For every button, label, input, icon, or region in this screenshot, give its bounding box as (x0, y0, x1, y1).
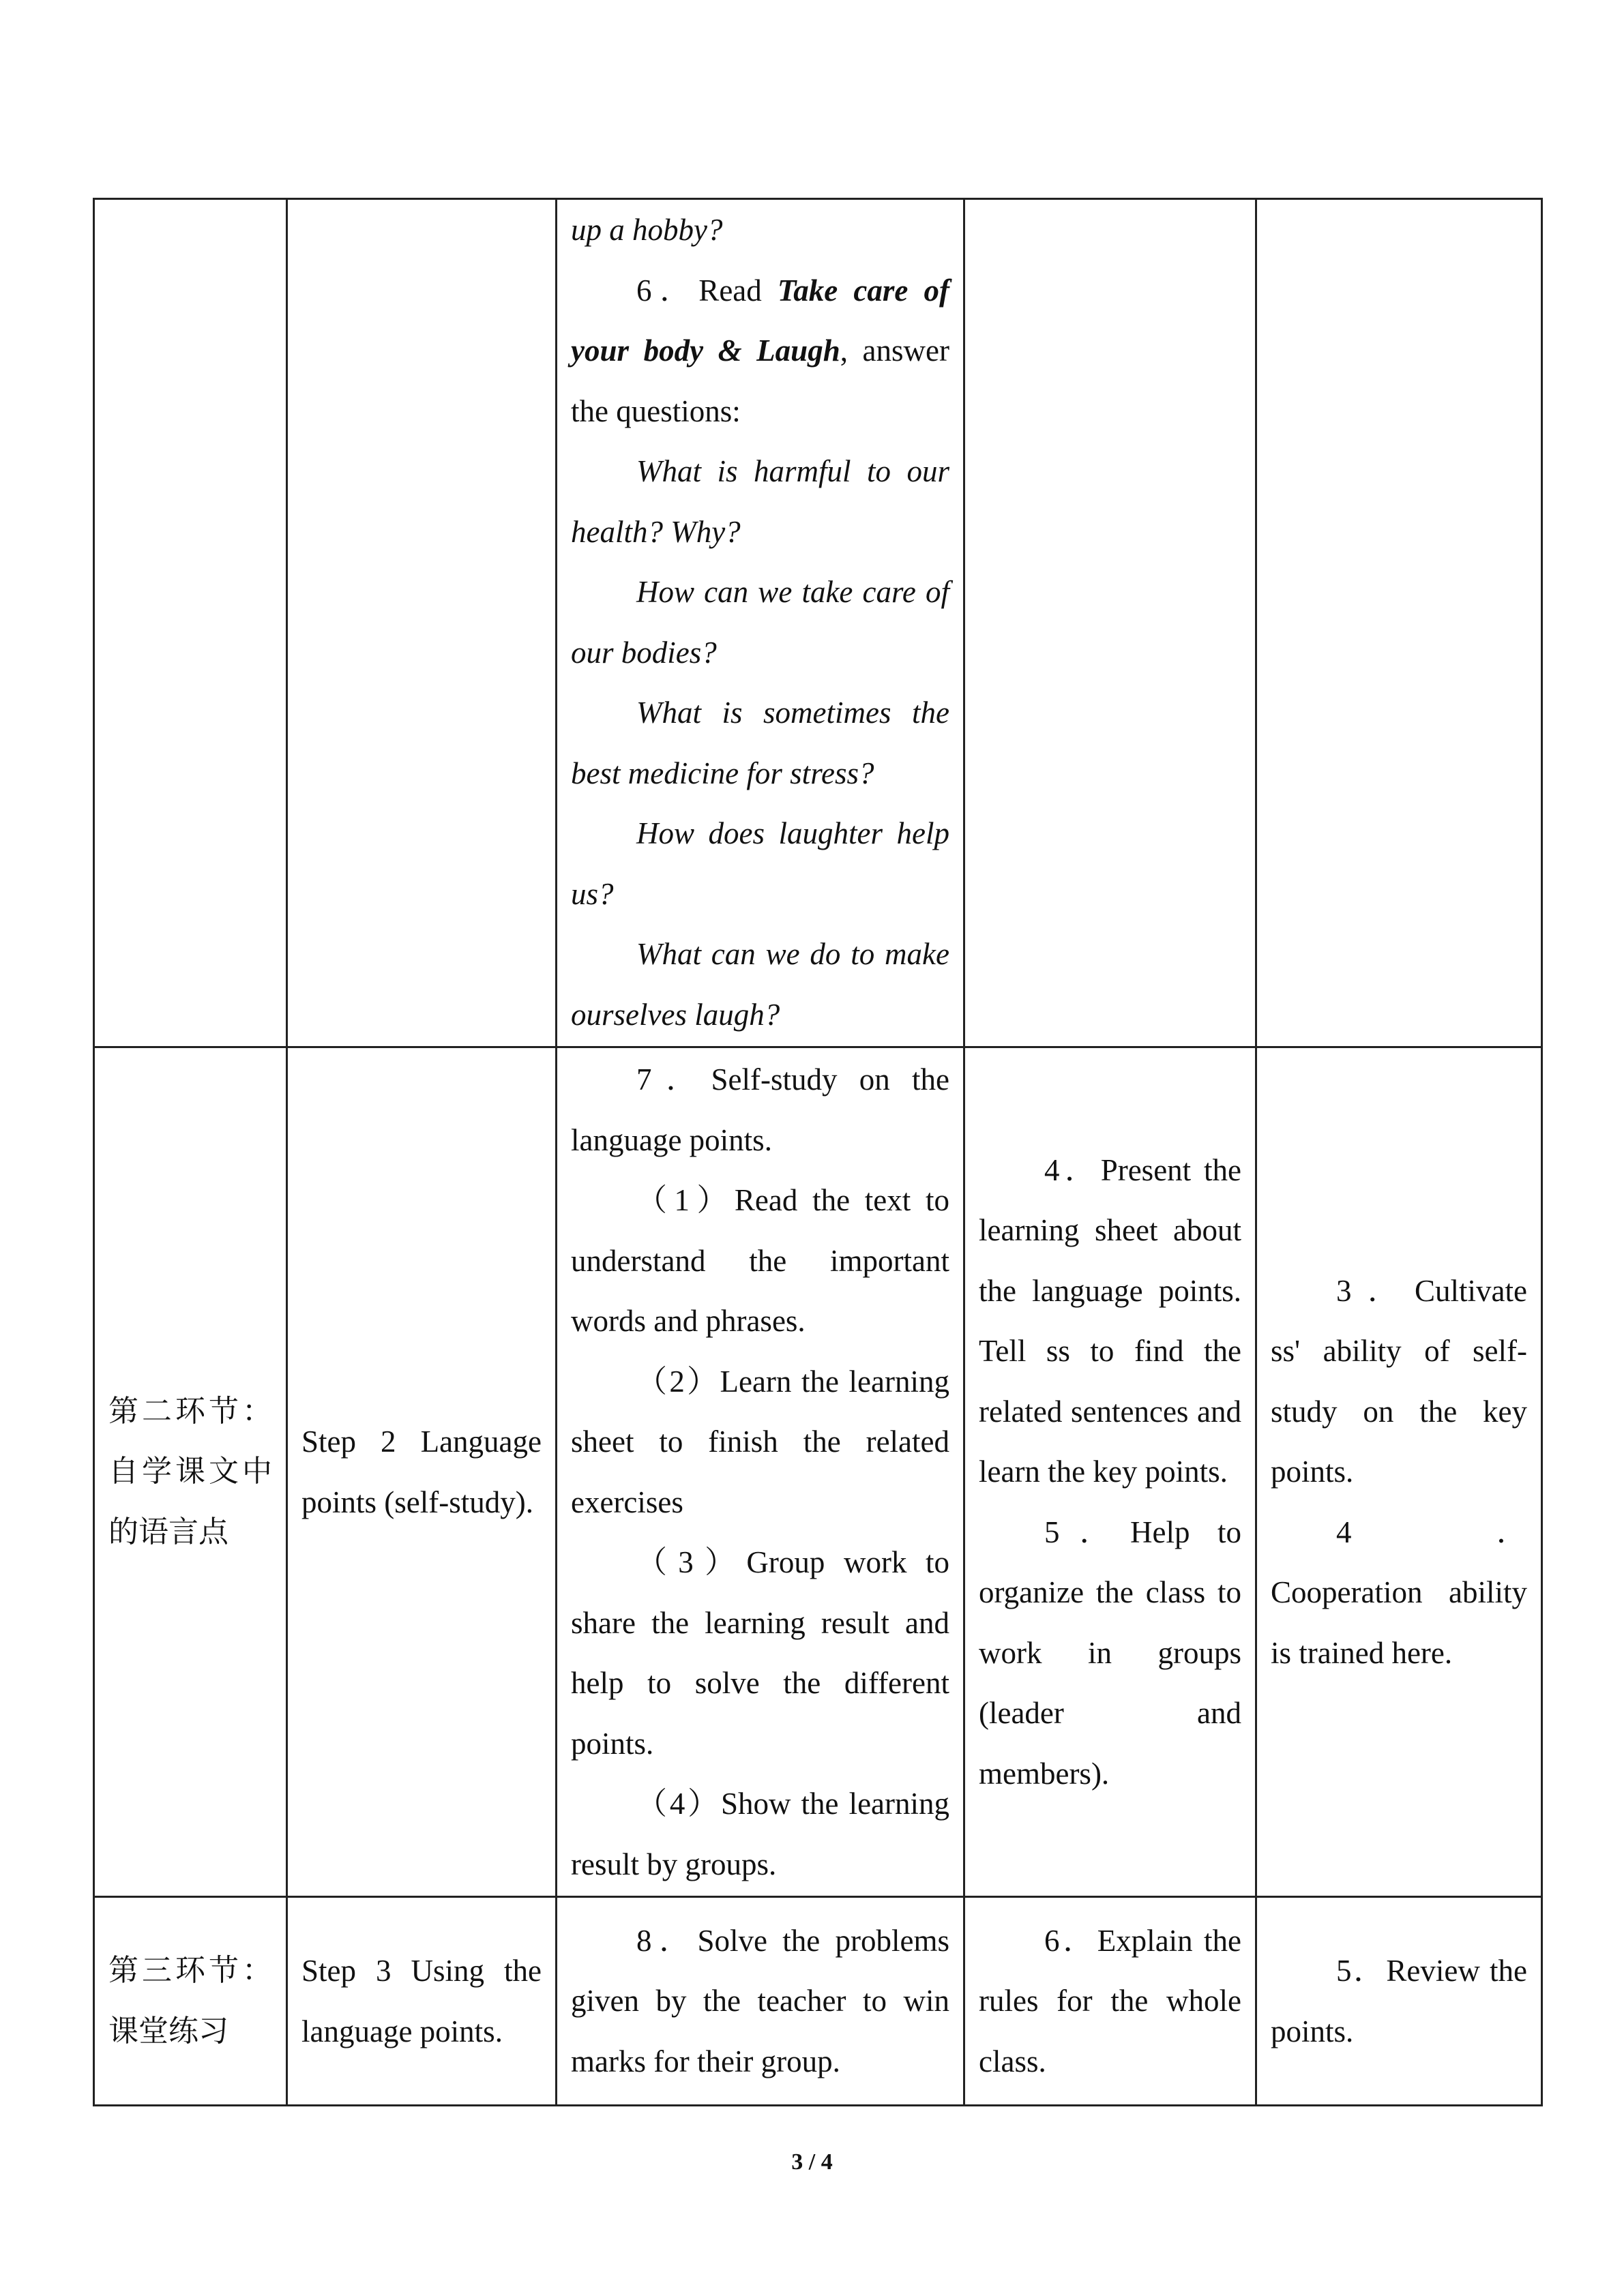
question: What can we do to make ourselves laugh? (571, 937, 949, 1032)
cell-teacher-activity (964, 199, 1256, 1047)
activity-7: 7．Self-study on the language points. (571, 1062, 949, 1157)
cell-stage: 第二环节：自学课文中的语言点 (94, 1047, 287, 1897)
question: What is harmful to our health? Why? (571, 454, 949, 549)
cell-teacher-activity (964, 1047, 1256, 1897)
cell-purpose (1256, 199, 1542, 1047)
lesson-table (93, 198, 1543, 2106)
continued-question: up a hobby? (571, 213, 723, 247)
activity-7-4: （4）Show the learning result by groups. (571, 1787, 949, 1881)
question: How can we take care of our bodies? (571, 575, 949, 670)
table-row (94, 1047, 1542, 1897)
cell-teacher-activity (964, 1897, 1256, 2106)
table-row (94, 1897, 1542, 2106)
cell-purpose (1256, 1897, 1542, 2106)
teacher-activity-5: 5．Help to organize the class to work in groups (leader and members). (979, 1515, 1241, 1791)
purpose-3: 3．Cultivate ss' ability of self-study on the key points. (1271, 1273, 1527, 1489)
activity-7-1: （1）Read the text to understand the important words and phrases. (571, 1183, 949, 1338)
reading-title: Take care of your body & Laugh (571, 273, 949, 368)
cell-student-activity (557, 199, 964, 1047)
table-row (94, 199, 1542, 1047)
teacher-activity-4: 4．Present the learning sheet about the language points. Tell ss to find the related sentences and learn the key points. (979, 1152, 1241, 1489)
purpose-4: 4．Cooperation ability is trained here. (1271, 1515, 1527, 1670)
activity-7-2: （2）Learn the learning sheet to finish the related exercises (571, 1364, 949, 1519)
cell-stage: 第三环节：课堂练习 (94, 1897, 287, 2106)
cell-step: Step 3 Using the language points. (287, 1897, 557, 2106)
page-number: 3 / 4 (791, 2149, 833, 2175)
question: What is sometimes the best medicine for stress? (571, 696, 949, 790)
activity-6: 6．Read Take care of your body & Laugh, answer the questions: (571, 273, 949, 428)
teacher-activity-6: 6．Explain the rules for the whole class. (979, 1923, 1241, 2078)
activity-8: 8．Solve the problems given by the teacher to win marks for their group. (571, 1923, 949, 2078)
cell-step (287, 199, 557, 1047)
cell-step: Step 2 Language points (self-study). (287, 1047, 557, 1897)
cell-student-activity (557, 1897, 964, 2106)
activity-7-3: （3）Group work to share the learning result and help to solve the different points. (571, 1545, 949, 1761)
cell-purpose (1256, 1047, 1542, 1897)
purpose-5: 5．Review the points. (1271, 1954, 1527, 2048)
question: How does laughter help us? (571, 816, 949, 911)
cell-stage (94, 199, 287, 1047)
cell-student-activity (557, 1047, 964, 1897)
